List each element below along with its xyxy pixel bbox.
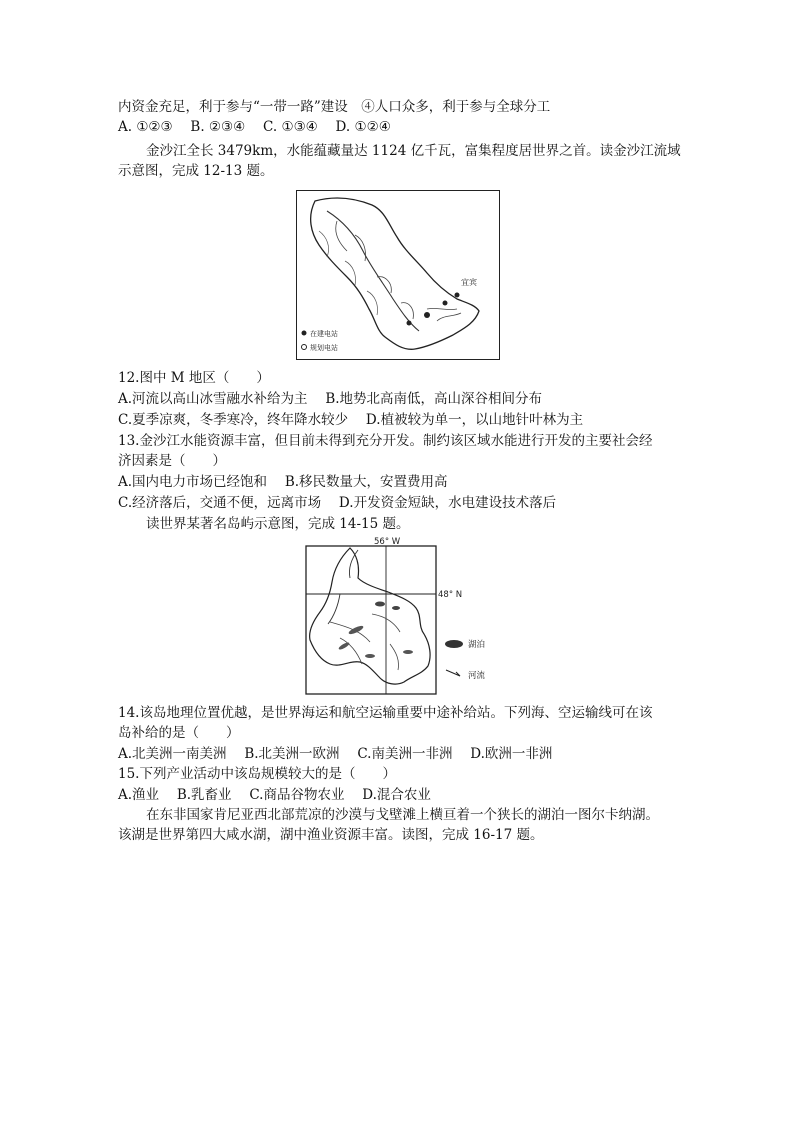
legend-under-construction: 在建电站 [310,330,338,338]
legend-river: 河流 [468,671,486,681]
intro-island: 读世界某著名岛屿示意图，完成 14-15 题。 [146,516,410,532]
legend-planned: 规划电站 [310,344,338,352]
legend-lake: 湖泊 [468,640,486,650]
river-legend-symbol [446,670,460,676]
lake-legend-symbol [445,640,463,648]
answer-options-11: A. ①②③ B. ②③④ C. ①③④ D. ①②④ [118,119,391,135]
q14-options: A.北美洲一南美洲 B.北美洲一欧洲 C.南美洲一非洲 D.欧洲一非洲 [118,746,553,762]
q15-stem: 15.下列产业活动中该岛规模较大的是（ ） [118,766,396,782]
longitude-label: 56° W [374,537,401,547]
q14-stem-line-2: 岛补给的是（ ） [118,725,240,741]
q15-options: A.渔业 B.乳畜业 C.商品谷物农业 D.混合农业 [118,787,431,803]
q13-stem-line-1: 13.金沙江水能资源丰富，但目前未得到充分开发。制约该区域水能进行开发的主要社会经 [118,433,653,449]
intro-jinsha-line-1: 金沙江全长 3479km，水能蕴藏量达 1124 亿千瓦，富集程度居世界之首。读金沙江流域 [146,143,681,159]
q13-options-row-1: A.国内电力市场已经饱和 B.移民数量大，安置费用高 [118,474,448,490]
yibin-label: 宜宾 [461,278,477,287]
q12-options-row-1: A.河流以高山冰雪融水补给为主 B.地势北高南低，高山深谷相间分布 [118,391,543,407]
intro-turkana-line-1: 在东非国家肯尼亚西北部荒凉的沙漠与戈壁滩上横亘着一个狭长的湖泊一图尔卡纳湖。 [146,807,659,823]
island-map [300,534,500,698]
q12-stem: 12.图中 M 地区（ ） [118,370,270,386]
latitude-label: 48° N [438,590,463,600]
text-line-1: 内资金充足，利于参与“一带一路”建设 ④人口众多，利于参与全球分工 [118,99,551,115]
q13-options-row-2: C.经济落后，交通不便，远离市场 D.开发资金短缺，水电建设技术落后 [118,495,557,511]
q12-options-row-2: C.夏季凉爽，冬季寒冷，终年降水较少 D.植被较为单一，以山地针叶林为主 [118,412,584,428]
intro-jinsha-line-2: 示意图，完成 12-13 题。 [118,163,274,179]
q14-stem-line-1: 14.该岛地理位置优越，是世界海运和航空运输重要中途补给站。下列海、空运输线可在该 [118,705,653,721]
jinsha-river-basin-map [296,190,500,360]
q13-stem-line-2: 济因素是（ ） [118,453,226,469]
intro-turkana-line-2: 该湖是世界第四大咸水湖，湖中渔业资源丰富。读图，完成 16-17 题。 [118,827,544,843]
